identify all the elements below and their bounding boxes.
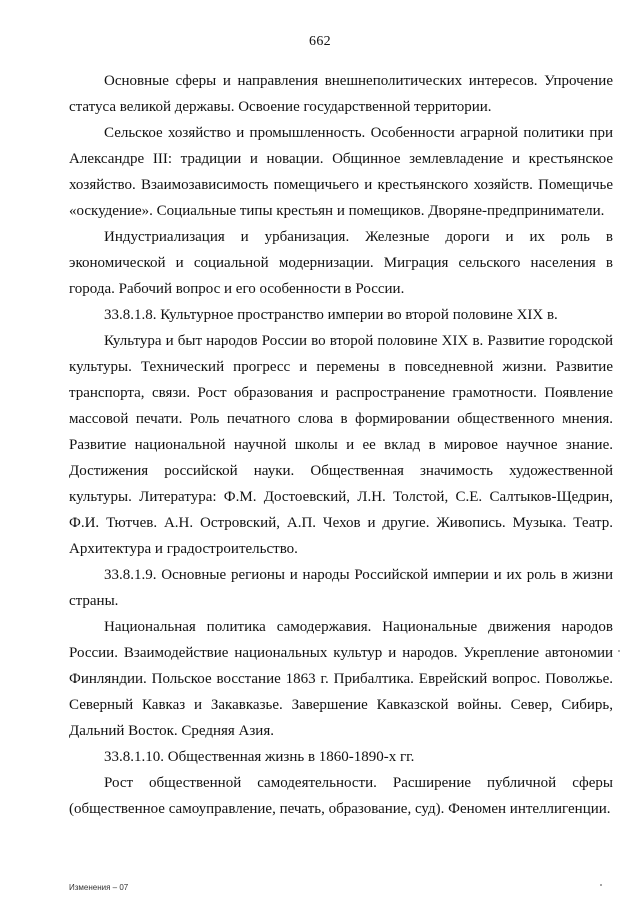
footer-revision-note: Изменения – 07 <box>69 883 129 892</box>
page-number: 662 <box>309 34 331 49</box>
paragraph-culture: Культура и быт народов России во второй половине XIX в. Развитие городской культуры. Технический прогресс и перемены в повседневной жизни. Развитие транспорта, связи. Рост образования и распространение грамотности. Появление массовой печати. Роль печатного слова в формировании общественного мнения. Развитие национальной научной школы и ее вклад в мировое научное знание. Достижения российской науки. Общественная значимость художественной культуры. Литература: Ф.М. Достоевский, Л.Н. Толстой, С.Е. Салтыков-Щедрин, Ф.И. Тютчев. А.Н. Островский, А.П. Чехов и другие. Живопись. Музыка. Театр. Архитектура и градостроительство. <box>69 333 613 557</box>
section-heading-33-8-1-8: 33.8.1.8. Культурное пространство империи во второй половине XIX в. <box>104 307 558 323</box>
scan-speck <box>600 884 602 886</box>
scan-speck <box>618 650 620 652</box>
paragraph-public-life: Рост общественной самодеятельности. Расширение публичной сферы (общественное самоуправление, печать, образование, суд). Феномен интеллигенции. <box>69 775 613 817</box>
paragraph-agriculture-industry: Сельское хозяйство и промышленность. Особенности аграрной политики при Александре III: традиции и новации. Общинное землевладение и крестьянское хозяйство. Взаимозависимость помещичьего и крестьянского хозяйств. Помещичье «оскудение». Социальные типы крестьян и помещиков. Дворяне-предприниматели. <box>69 125 613 219</box>
body-text <box>69 68 613 822</box>
section-heading-33-8-1-10: 33.8.1.10. Общественная жизнь в 1860-1890-х гг. <box>104 749 415 765</box>
paragraph-national-policy: Национальная политика самодержавия. Национальные движения народов России. Взаимодействие национальных культур и народов. Укрепление автономии Финляндии. Польское восстание 1863 г. Прибалтика. Еврейский вопрос. Поволжье. Северный Кавказ и Закавказье. Завершение Кавказской войны. Север, Сибирь, Дальний Восток. Средняя Азия. <box>69 619 613 739</box>
paragraph-foreign-policy: Основные сферы и направления внешнеполитических интересов. Упрочение статуса великой державы. Освоение государственной территории. <box>69 73 613 115</box>
section-heading-33-8-1-9: 33.8.1.9. Основные регионы и народы Российской империи и их роль в жизни страны. <box>69 567 613 609</box>
paragraph-industrialization: Индустриализация и урбанизация. Железные дороги и их роль в экономической и социальной модернизации. Миграция сельского населения в города. Рабочий вопрос и его особенности в России. <box>69 229 613 297</box>
